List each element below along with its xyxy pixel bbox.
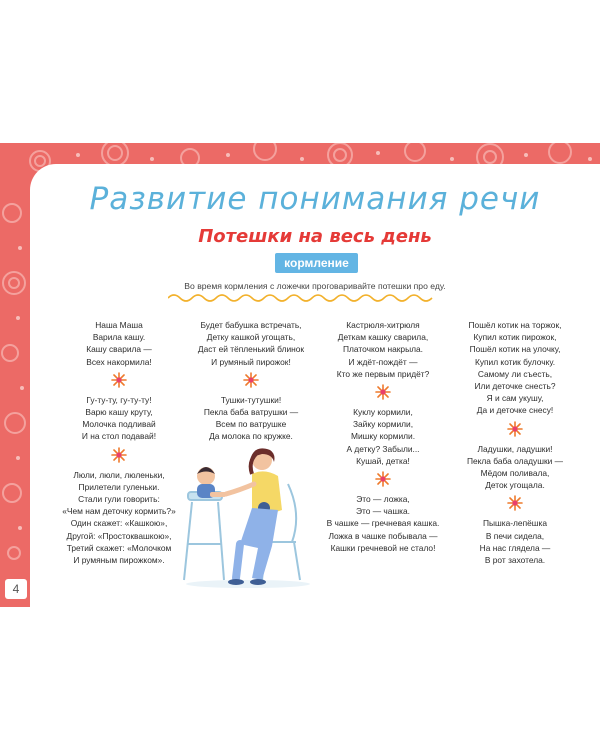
rhyme-line: И румяный пирожок! (211, 356, 291, 367)
rhyme-line: Ложка в чашке побывала — (328, 530, 438, 541)
rhyme-line: Пекла баба ватрушки — (203, 407, 299, 418)
star-divider-icon (188, 371, 314, 391)
rhyme-line: Это — чашка. (355, 506, 411, 517)
rhyme-line: Гу-ту-ту, гу-ту-ту! (86, 394, 152, 405)
rhyme-line: Кашки гречневой не стало! (330, 542, 436, 553)
rhyme-line: И на стол подавай! (81, 431, 157, 442)
rhyme-line: Купил котик пирожок, (473, 332, 557, 343)
rhyme-line: Прилетели гуленьки. (78, 481, 160, 492)
rhyme-line: Люли, люли, люленьки, (73, 469, 165, 480)
rhyme (452, 517, 578, 566)
rhyme (56, 469, 182, 567)
rhyme-line: И румяным пирожком». (73, 555, 165, 566)
rhyme-line: Всех накормила! (86, 356, 152, 367)
rhyme-line: Один скажет: «Кашкою», (70, 518, 168, 529)
rhyme-line: Кастрюля-хитрюля (346, 320, 420, 330)
rhymes-column-4 (452, 319, 578, 569)
star-divider-icon (56, 371, 182, 391)
rhymes-column-1 (56, 319, 182, 569)
rhyme-line: Кто же первым придёт? (336, 368, 430, 379)
rhyme-line: «Чем нам деточку кормить?» (62, 506, 176, 517)
rhyme-line: Это — ложка, (356, 494, 410, 505)
rhyme-line: Даст ей тёпленький блинок (197, 344, 305, 355)
rhyme (452, 319, 578, 417)
rhyme (188, 319, 314, 368)
star-divider-icon (452, 420, 578, 440)
rhyme-line: Деткам кашку сварила, (337, 332, 429, 343)
rhyme (320, 319, 446, 380)
rhyme-line: Кушай, детка! (356, 455, 410, 466)
rhyme-line: Мишку кормили. (350, 431, 416, 442)
rhyme-line: На нас глядела — (479, 542, 551, 553)
rhyme-line: Да и деточке снесу! (476, 405, 554, 416)
rhyme (56, 319, 182, 368)
rhyme-line: Будет бабушка встречать, (200, 320, 302, 330)
rhyme-line: Пекла баба оладушки — (466, 455, 563, 466)
rhyme-line: Платочком накрыла. (343, 344, 423, 355)
star-divider-icon (320, 470, 446, 490)
rhyme-line: Варю кашу круту, (85, 407, 153, 418)
rhymes-column-2 (188, 319, 314, 446)
rhyme-line: В рот захотела. (484, 555, 546, 566)
rhyme-line: Мёдом поливала, (480, 468, 550, 479)
page-number: 4 (5, 579, 27, 599)
rhyme-line: Ладушки, ладушки! (477, 443, 553, 454)
rhyme-line: Пошёл котик на улочку, (469, 344, 561, 355)
rhyme-line: Молочка подливай (82, 419, 156, 430)
rhyme-line: Наша Маша (95, 320, 143, 330)
section-badge: кормление (275, 253, 358, 273)
rhymes-column-3 (320, 319, 446, 557)
rhyme-line: Или деточке снесть? (474, 381, 556, 392)
page-subtitle: Потешки на весь день (198, 226, 432, 247)
rhyme (188, 394, 314, 443)
rhyme-line: Купил котик булочку. (474, 356, 556, 367)
rhyme-line: Пышка-лепёшка (482, 518, 547, 529)
rhyme-line: А детку? Забыли... (346, 443, 420, 454)
rhyme-line: Деток угощала. (485, 480, 545, 491)
rhyme-line: И ждёт-пождёт — (348, 356, 418, 367)
rhyme (56, 394, 182, 443)
rhyme-line: Третий скажет: «Молочком (66, 542, 172, 553)
intro-text: Во время кормления с ложечки проговаривайте потешки про еду. (184, 281, 446, 291)
rhyme-line: Другой: «Простоквашкою», (66, 530, 172, 541)
rhyme-line: Я и сам укушу, (486, 393, 544, 404)
rhyme-line: Варила кашу. (92, 332, 146, 343)
rhyme-line: Тушки-тутушки! (220, 394, 282, 405)
rhyme (452, 443, 578, 492)
star-divider-icon (452, 494, 578, 514)
wavy-divider (168, 292, 436, 304)
rhyme-line: Стали гули говорить: (78, 494, 160, 505)
rhyme-line: Детку кашкой угощать, (206, 332, 296, 343)
rhyme-line: Самому ли съесть, (477, 368, 553, 379)
rhyme-line: В чашке — гречневая кашка. (326, 518, 440, 529)
rhyme-line: Зайку кормили, (352, 419, 414, 430)
rhyme-line: Всем по ватрушке (215, 419, 287, 430)
rhyme-line: Да молока по кружке. (209, 431, 293, 442)
mother-feeding-child-illustration (178, 444, 318, 590)
rhyme-line: Пошёл котик на торжок, (468, 320, 562, 330)
rhyme-line: Куклу кормили, (353, 407, 413, 418)
rhyme (320, 493, 446, 554)
star-divider-icon (320, 383, 446, 403)
rhyme-line: В печи сидела, (485, 530, 545, 541)
star-divider-icon (56, 446, 182, 466)
rhyme-line: Кашу сварила — (86, 344, 152, 355)
rhyme (320, 406, 446, 467)
page-title: Развитие понимания речи (89, 181, 541, 217)
